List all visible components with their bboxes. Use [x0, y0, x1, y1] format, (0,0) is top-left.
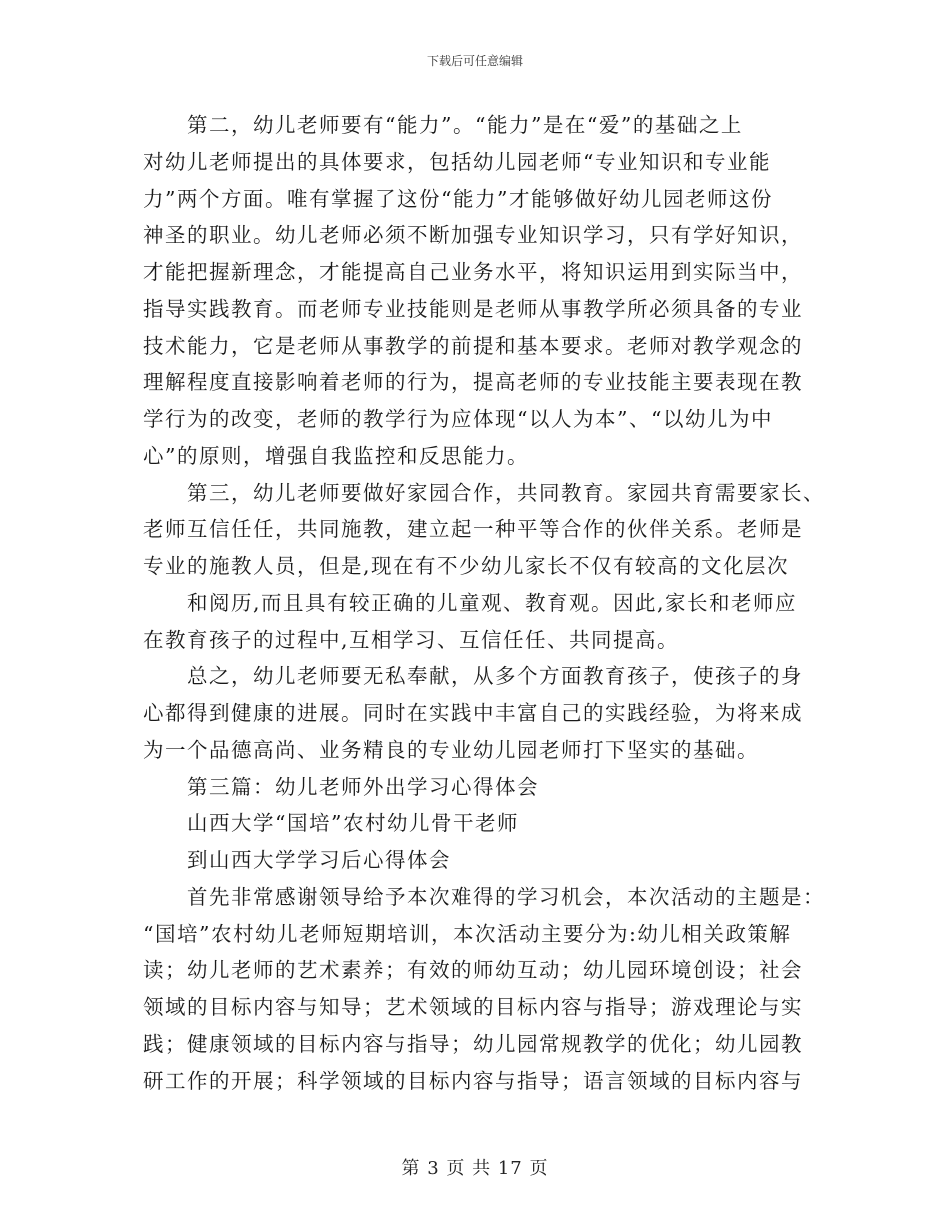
text-line: 第二，幼儿老师要有“能力”。“能力”是在“爱”的基础之上: [187, 113, 743, 137]
text-line: “国培”农村幼儿老师短期培训，本次活动主要分为:幼儿相关政策解: [143, 921, 792, 946]
text-line: 老师互信任任，共同施教，建立起一种平等合作的伙伴关系。老师是: [143, 517, 803, 542]
document-body: [143, 107, 825, 1099]
text-line: 才能把握新理念，才能提高自己业务水平，将知识运用到实际当中，: [143, 260, 803, 284]
text-line: 到山西大学学习后心得体会: [187, 848, 451, 872]
text-line: 山西大学“国培”农村幼儿骨干老师: [187, 811, 519, 836]
text-line: 专业的施教人员，但是,现在有不少幼儿家长不仅有较高的文化层次: [143, 554, 790, 578]
text-line: 第三篇：幼儿老师外出学习心得体会: [187, 774, 539, 799]
text-line: 首先非常感谢领导给予本次难得的学习机会，本次活动的主题是：: [187, 884, 825, 909]
page-footer: 第 3 页 共 17 页: [401, 1158, 549, 1179]
text-line: 对幼儿老师提出的具体要求，包括幼儿园老师“专业知识和专业能: [143, 149, 771, 174]
text-line: 读；幼儿老师的艺术素养；有效的师幼互动；幼儿园环境创设；社会: [143, 958, 803, 983]
text-line: 为一个品德高尚、业务精良的专业幼儿园老师打下坚实的基础。: [143, 737, 759, 762]
text-line: 在教育孩子的过程中,互相学习、互信任任、共同提高。: [143, 627, 680, 652]
text-line: 第三，幼儿老师要做好家园合作，共同教育。家园共育需要家长、: [187, 480, 825, 505]
text-line: 总之，幼儿老师要无私奉献，从多个方面教育孩子，使孩子的身: [187, 664, 803, 689]
text-line: 理解程度直接影响着老师的行为，提高老师的专业技能主要表现在教: [143, 370, 803, 395]
text-line: 研工作的开展；科学领域的目标内容与指导；语言领域的目标内容与: [143, 1068, 803, 1093]
text-line: 技术能力，它是老师从事教学的前提和基本要求。老师对教学观念的: [143, 333, 803, 358]
text-line: 心”的原则，增强自我监控和反思能力。: [143, 443, 529, 468]
text-line: 神圣的职业。幼儿老师必须不断加强专业知识学习，只有学好知识，: [143, 223, 803, 248]
text-line: 学行为的改变，老师的教学行为应体现“以人为本”、“以幼儿为中: [143, 407, 773, 431]
text-line: 践；健康领域的目标内容与指导；幼儿园常规教学的优化；幼儿园教: [143, 1031, 803, 1056]
text-line: 力”两个方面。唯有掌握了这份“能力”才能够做好幼儿园老师这份: [143, 186, 773, 211]
page-header: 下载后可任意编辑: [426, 54, 523, 68]
text-line: 领域的目标内容与知导；艺术领域的目标内容与指导；游戏理论与实: [143, 995, 803, 1019]
text-line: 和阅历,而且具有较正确的儿童观、教育观。因此,家长和老师应: [187, 590, 798, 615]
text-line: 心都得到健康的进展。同时在实践中丰富自己的实践经验，为将来成: [143, 701, 803, 725]
text-line: 指导实践教育。而老师专业技能则是老师从事教学所必须具备的专业: [143, 296, 803, 321]
